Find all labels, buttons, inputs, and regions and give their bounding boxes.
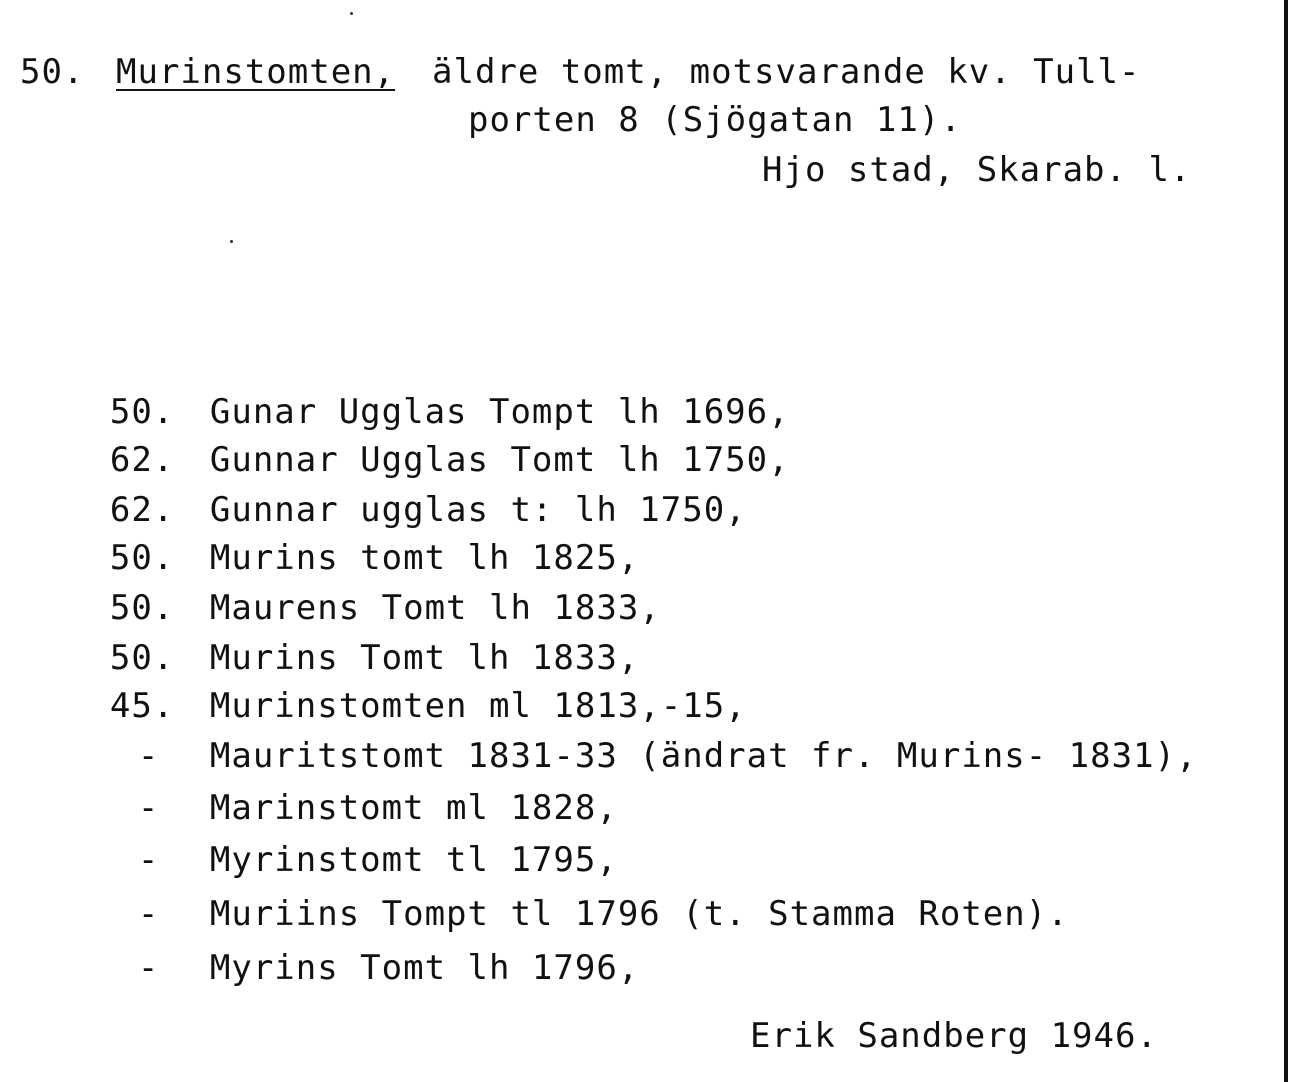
entry-number: 50. <box>109 538 175 578</box>
entry-number: - <box>137 840 160 880</box>
entry-text: Myrins Tomt lh 1796, <box>209 948 640 988</box>
entry-text: Marinstomt ml 1828, <box>209 788 618 828</box>
paper-speck <box>230 240 233 243</box>
entry-text: Muriins Tompt tl 1796 (t. Stamma Roten). <box>209 894 1069 934</box>
entry-text: Maurens Tomt lh 1833, <box>209 588 661 628</box>
entry-number: 62. <box>109 440 175 480</box>
entry-text: Mauritstomt 1831-33 (ändrat fr. Murins- 1831), <box>209 736 1198 776</box>
heading-name: Murinstomten, <box>116 52 396 92</box>
entry-number: 50. <box>109 588 175 628</box>
entry-number: - <box>137 894 160 934</box>
entry-text: Murinstomten ml 1813,-15, <box>209 686 747 726</box>
entry-number: 50. <box>109 392 175 432</box>
heading-description-line1: äldre tomt, motsvarande kv. Tull- <box>432 52 1141 92</box>
entry-number: 45. <box>109 686 175 726</box>
entry-number: 62. <box>109 490 175 530</box>
heading-place: Hjo stad, Skarab. l. <box>762 150 1192 190</box>
entry-text: Gunnar ugglas t: lh 1750, <box>209 490 747 530</box>
entry-text: Murins tomt lh 1825, <box>209 538 640 578</box>
paper-speck <box>350 12 353 15</box>
heading-number: 50. <box>20 52 85 92</box>
entry-text: Gunnar Ugglas Tomt lh 1750, <box>209 440 790 480</box>
list-item <box>24 908 639 1028</box>
entry-text: Myrinstomt tl 1795, <box>209 840 618 880</box>
entry-text: Gunar Ugglas Tompt lh 1696, <box>209 392 790 432</box>
entry-number: - <box>137 788 160 828</box>
signature: Erik Sandberg 1946. <box>750 1016 1158 1056</box>
card-edge-line <box>1284 0 1288 1082</box>
heading-description-line2: porten 8 (Sjögatan 11). <box>468 100 962 140</box>
entry-number: - <box>137 948 160 988</box>
entry-number: - <box>137 736 160 776</box>
entry-number: 50. <box>109 638 175 678</box>
entry-text: Murins Tomt lh 1833, <box>209 638 640 678</box>
